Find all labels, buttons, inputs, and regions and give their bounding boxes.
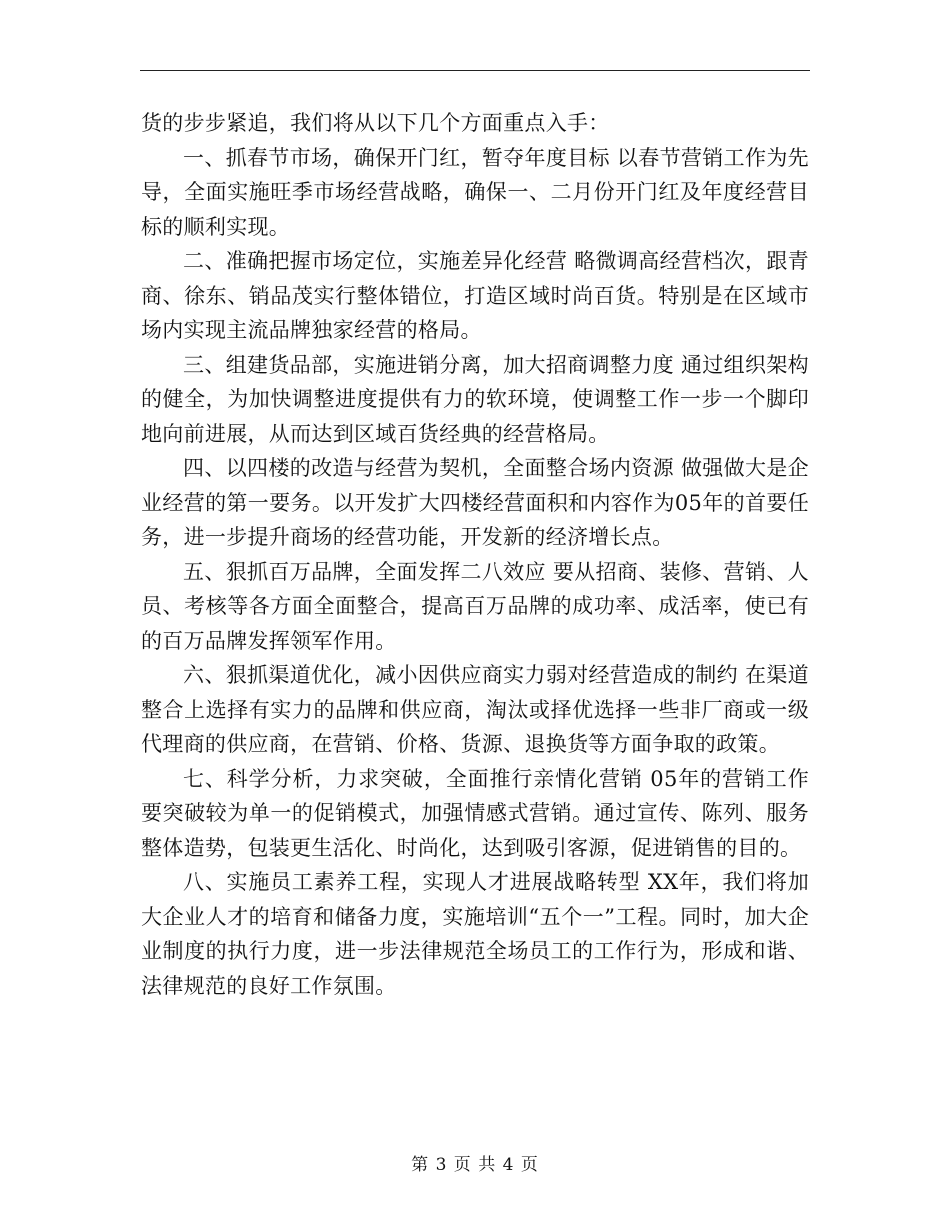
- paragraph-item-4: 四、以四楼的改造与经营为契机，全面整合场内资源 做强做大是企业经营的第一要务。以开发扩大四楼经营面积和内容作为05年的首要任务，进一步提升商场的经营功能，开发新的经济增长点。: [141, 456, 809, 549]
- paragraph-item-3: 三、组建货品部，实施进销分离，加大招商调整力度 通过组织架构的健全，为加快调整进度提供有力的软环境，使调整工作一步一个脚印地向前进展，从而达到区域百货经典的经营格局。: [141, 352, 809, 446]
- document-body: [141, 106, 809, 1003]
- paragraph-continuation: 货的步步紧追，我们将从以下几个方面重点入手：: [141, 111, 610, 135]
- paragraph-item-6: 六、狠抓渠道优化，减小因供应商实力弱对经营造成的制约 在渠道整合上选择有实力的品牌和供应商，淘汰或择优选择一些非厂商或一级代理商的供应商，在营销、价格、货源、退换货等方面争取的政策。: [141, 663, 809, 756]
- paragraph-item-5: 五、狠抓百万品牌，全面发挥二八效应 要从招商、装修、营销、人员、考核等各方面全面整合，提高百万品牌的成功率、成活率，使已有的百万品牌发挥领军作用。: [141, 559, 809, 653]
- paragraph-item-2: 二、准确把握市场定位，实施差异化经营 略微调高经营档次，跟青商、徐东、销品茂实行整体错位，打造区域时尚百货。特别是在区域市场内实现主流品牌独家经营的格局。: [141, 249, 809, 342]
- paragraph-item-8: 八、实施员工素养工程，实现人才进展战略转型 XX年，我们将加大企业人才的培育和储备力度，实施培训“五个一”工程。同时，加大企业制度的执行力度，进一步法律规范全场员工的工作行为，形成和谐、法律规范的良好工作氛围。: [141, 870, 809, 998]
- page-number-footer: 第 3 页 共 4 页: [411, 1155, 539, 1175]
- header-rule: [140, 70, 810, 71]
- paragraph-item-7: 七、科学分析，力求突破，全面推行亲情化营销 05年的营销工作要突破较为单一的促销模式，加强情感式营销。通过宣传、陈列、服务整体造势，包装更生活化、时尚化，达到吸引客源，促进销售的目的。: [141, 766, 809, 860]
- paragraph-item-1: 一、抓春节市场，确保开门红，暂夺年度目标 以春节营销工作为先导，全面实施旺季市场经营战略，确保一、二月份开门红及年度经营目标的顺利实现。: [141, 145, 809, 239]
